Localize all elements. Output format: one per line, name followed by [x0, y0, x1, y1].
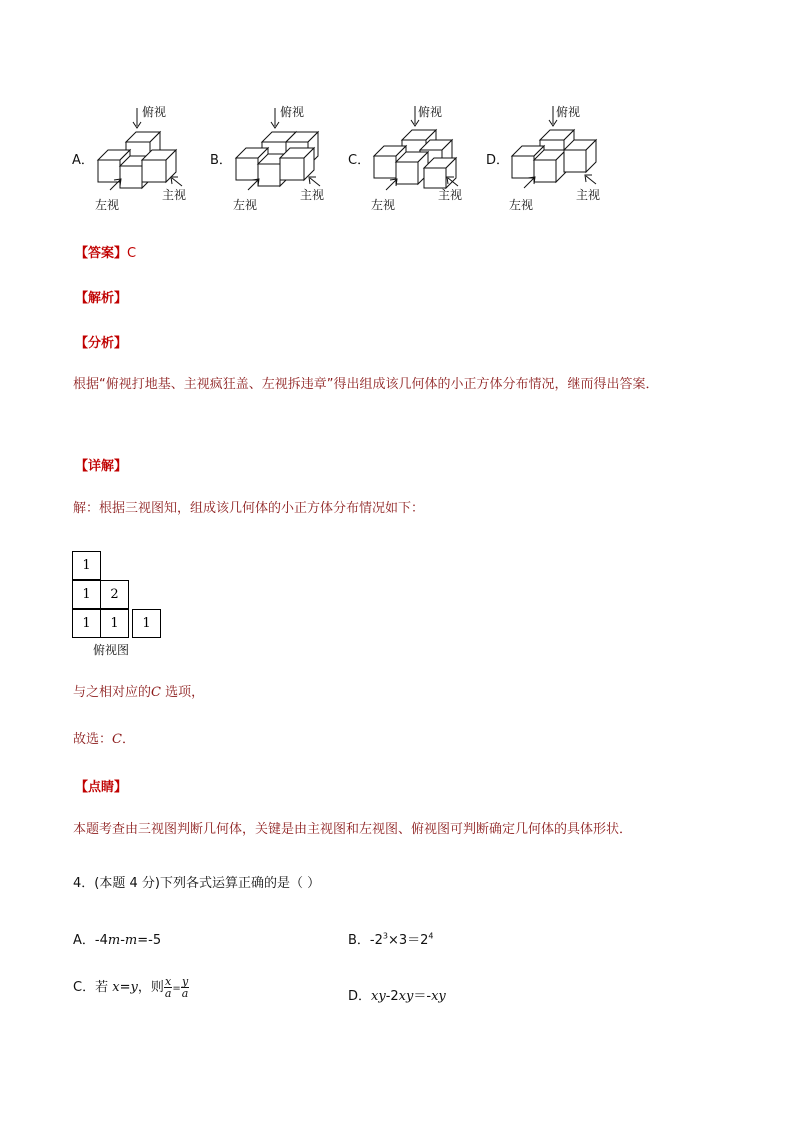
grid-cell: 1: [100, 609, 129, 638]
option-c-right-label: 主视: [438, 188, 463, 202]
answer-value: C: [127, 246, 137, 261]
option-d-left-label: 左视: [509, 198, 534, 212]
q4-c-var: y: [130, 980, 138, 995]
q4-c-equals: =: [172, 983, 181, 994]
q4-a-text: =-5: [137, 933, 162, 948]
detail-heading: 【详解】: [75, 459, 128, 474]
question4-option-b: [348, 929, 434, 948]
q4-c-var: x: [112, 980, 120, 995]
option-b-left-label: 左视: [233, 198, 258, 212]
q4-a-var: m: [107, 933, 121, 948]
option-a-right-label: 主视: [162, 188, 187, 202]
corresponds-pre: 与之相对应的: [73, 685, 152, 700]
q4-d-text: ＝-: [413, 989, 432, 1004]
q4-c-fraction-y: [181, 976, 190, 999]
answer-label: 【答案】: [75, 246, 128, 261]
q4-a-text: -4: [94, 933, 108, 948]
option-c-left-label: 左视: [371, 198, 396, 212]
q4-c-denominator: a: [164, 987, 172, 1000]
question4-option-a: [73, 929, 161, 948]
dianjing-heading: 【点睛】: [75, 780, 128, 795]
grid-cell: 1: [72, 609, 101, 638]
q4-c-numerator: x: [165, 975, 172, 988]
grid-cell: 2: [100, 580, 129, 609]
option-b-top-label: 俯视: [280, 105, 305, 119]
grid-cell: 1: [72, 580, 101, 609]
q4-d-var: xy: [371, 989, 386, 1004]
option-d-top-label: 俯视: [556, 105, 581, 119]
q4-c-text: ，则: [137, 980, 164, 995]
option-c-top-label: 俯视: [418, 105, 443, 119]
q4-b-text: ×3＝2: [387, 933, 429, 948]
corresponds-var: C: [151, 685, 161, 700]
q4-b-exponent: 3: [382, 931, 388, 941]
analysis-heading: 【解析】: [75, 291, 128, 306]
question4-option-d: [348, 985, 446, 1004]
q4-d-var: xy: [431, 989, 446, 1004]
option-c-letter: C．: [348, 153, 371, 168]
grid-cell: 1: [72, 551, 101, 580]
q4-c-text: 若: [95, 980, 113, 995]
option-d-letter: D．: [486, 153, 510, 168]
dianjing-text: 本题考查由三视图判断几何体，关键是由主视图和左视图、俯视图可判断确定几何体的具体形状．: [73, 822, 633, 837]
q4-b-exponent: 4: [428, 931, 434, 941]
q4-b-letter: B．: [348, 933, 370, 948]
q4-c-denominator: a: [181, 987, 189, 1000]
q4-a-text: -: [120, 933, 125, 948]
question4-option-c: [73, 976, 189, 999]
detail-text: 解：根据三视图知，组成该几何体的小正方体分布情况如下：: [73, 501, 425, 516]
grid-caption: 俯视图: [93, 643, 130, 657]
fenxi-text: 根据“俯视打地基、主视疯狂盖、左视拆违章”得出组成该几何体的小正方体分布情况，继而得出答案．: [73, 377, 659, 392]
q4-a-letter: A．: [73, 933, 95, 948]
choose-line: [73, 726, 135, 754]
q4-c-numerator: y: [181, 975, 189, 988]
q4-d-letter: D．: [348, 989, 372, 1004]
q4-d-var: xy: [398, 989, 414, 1004]
fenxi-heading: 【分析】: [75, 336, 128, 351]
option-a-left-label: 左视: [95, 198, 120, 212]
option-b-letter: B．: [210, 153, 232, 168]
grid-cell: 1: [132, 609, 161, 638]
option-a-letter: A．: [72, 153, 94, 168]
choose-var: C: [112, 732, 122, 747]
q4-c-text: =: [119, 980, 131, 995]
choose-post: ．: [121, 732, 135, 747]
corresponds-post: 选项，: [160, 685, 205, 700]
option-b-right-label: 主视: [300, 188, 325, 202]
q4-a-var: m: [124, 933, 138, 948]
q4-c-letter: C．: [73, 980, 96, 995]
q4-b-text: -2: [369, 933, 383, 948]
question4-stem: 4．(本题 4 分)下列各式运算正确的是（ ）: [73, 876, 321, 891]
choose-pre: 故选：: [73, 732, 113, 747]
option-d-right-label: 主视: [576, 188, 601, 202]
answer-line: [75, 242, 136, 261]
corresponds-line: [73, 679, 204, 707]
q4-d-text: -2: [385, 989, 399, 1004]
option-a-top-label: 俯视: [142, 105, 167, 119]
